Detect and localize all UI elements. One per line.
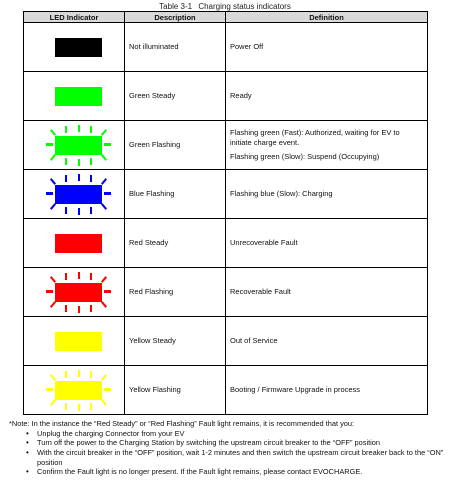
led-indicator-cell: [24, 366, 125, 415]
table-caption: [0, 2, 450, 11]
flash-ray-icon: [101, 154, 107, 161]
definition-cell: [226, 268, 428, 317]
led-indicator-cell: [24, 170, 125, 219]
flash-ray-icon: [65, 403, 67, 410]
header-definition: Definition: [226, 12, 428, 23]
led-steady-icon: [55, 38, 102, 57]
definition-text: Power Off: [230, 42, 264, 52]
flash-ray-icon: [78, 306, 80, 313]
definition-text: Flashing green (Fast): Authorized, waiting for EV to initiate charge event.: [230, 128, 400, 147]
flash-ray-icon: [65, 371, 67, 378]
table-title: Charging status indicators: [198, 2, 291, 11]
description-cell: Blue Flashing: [125, 170, 226, 219]
led-indicator-cell: [24, 72, 125, 121]
flash-ray-icon: [90, 403, 92, 410]
charging-status-table: [23, 11, 428, 415]
flash-ray-icon: [90, 371, 92, 378]
table-row: [24, 219, 428, 268]
header-led-indicator: LED Indicator: [24, 12, 125, 23]
description-cell: Red Flashing: [125, 268, 226, 317]
flash-ray-icon: [101, 301, 107, 308]
note-item: • Turn off the power to the Charging Station by switching the upstream circuit breaker to the “OFF” position: [26, 438, 445, 448]
definition-cell: [226, 317, 428, 366]
flash-ray-icon: [90, 273, 92, 280]
flash-ray-icon: [65, 305, 67, 312]
flash-ray-icon: [78, 272, 80, 279]
flash-ray-icon: [104, 143, 111, 146]
led-flashing-icon: [55, 381, 102, 400]
definition-text: Booting / Firmware Upgrade in process: [230, 385, 361, 395]
table-row: [24, 170, 428, 219]
definition-cell: [226, 72, 428, 121]
flash-ray-icon: [90, 175, 92, 182]
flash-ray-icon: [65, 207, 67, 214]
table-row: [24, 268, 428, 317]
flash-ray-icon: [101, 178, 107, 185]
led-indicator-cell: [24, 268, 125, 317]
description-cell: Not illuminated: [125, 23, 226, 72]
led-indicator-cell: [24, 121, 125, 170]
flash-ray-icon: [50, 374, 56, 381]
definition-text: Out of Service: [230, 336, 278, 346]
flash-ray-icon: [90, 126, 92, 133]
flash-ray-icon: [101, 129, 107, 136]
flash-ray-icon: [78, 125, 80, 132]
led-flashing-icon: [55, 136, 102, 155]
flash-ray-icon: [65, 175, 67, 182]
definition-cell: [226, 366, 428, 415]
description-cell: Yellow Flashing: [125, 366, 226, 415]
definition-text: Unrecoverable Fault: [230, 238, 298, 248]
table-row: [24, 72, 428, 121]
header-row: [24, 12, 428, 23]
description-cell: Red Steady: [125, 219, 226, 268]
flash-ray-icon: [50, 399, 56, 406]
note-item: • With the circuit breaker in the “OFF” position, wait 1-2 minutes and then switch the upstream circuit breaker back to the “ON” position: [26, 448, 445, 467]
note-item: • Unplug the charging Connector from your EV: [26, 429, 445, 439]
table-row: [24, 317, 428, 366]
table-number: Table 3-1: [159, 2, 193, 11]
flash-ray-icon: [50, 276, 56, 283]
header-description: Description: [125, 12, 226, 23]
note-item: • Confirm the Fault light is no longer present. If the Fault light remains, please contact EVOCHARGE.: [26, 467, 445, 477]
led-steady-icon: [55, 234, 102, 253]
flash-ray-icon: [78, 159, 80, 166]
flash-ray-icon: [90, 305, 92, 312]
description-cell: Green Flashing: [125, 121, 226, 170]
flash-ray-icon: [101, 203, 107, 210]
flash-ray-icon: [104, 388, 111, 391]
note-section: [9, 419, 445, 477]
led-steady-icon: [55, 332, 102, 351]
led-flashing-icon: [55, 185, 102, 204]
led-indicator-cell: [24, 219, 125, 268]
flash-ray-icon: [101, 276, 107, 283]
flash-ray-icon: [50, 129, 56, 136]
flash-ray-icon: [65, 158, 67, 165]
led-flashing-icon: [55, 283, 102, 302]
flash-ray-icon: [78, 404, 80, 411]
led-indicator-cell: [24, 23, 125, 72]
flash-ray-icon: [78, 174, 80, 181]
table-row: [24, 366, 428, 415]
flash-ray-icon: [104, 192, 111, 195]
flash-ray-icon: [90, 158, 92, 165]
description-cell: Yellow Steady: [125, 317, 226, 366]
flash-ray-icon: [65, 126, 67, 133]
flash-ray-icon: [46, 143, 53, 146]
flash-ray-icon: [46, 192, 53, 195]
led-indicator-cell: [24, 317, 125, 366]
definition-text: Flashing blue (Slow): Charging: [230, 189, 333, 199]
note-intro: *Note: In the instance the “Red Steady” or “Red Flashing” Fault light remains, it is recommended that you:: [9, 419, 355, 428]
definition-text: Flashing green (Slow): Suspend (Occupying): [230, 152, 380, 162]
table-row: [24, 23, 428, 72]
flash-ray-icon: [78, 208, 80, 215]
flash-ray-icon: [104, 290, 111, 293]
flash-ray-icon: [101, 374, 107, 381]
flash-ray-icon: [50, 178, 56, 185]
note-list: [9, 429, 445, 477]
definition-cell: [226, 121, 428, 170]
flash-ray-icon: [46, 388, 53, 391]
definition-cell: [226, 23, 428, 72]
flash-ray-icon: [50, 301, 56, 308]
flash-ray-icon: [78, 370, 80, 377]
table-row: [24, 121, 428, 170]
flash-ray-icon: [46, 290, 53, 293]
flash-ray-icon: [50, 154, 56, 161]
definition-text: Ready: [230, 91, 252, 101]
flash-ray-icon: [90, 207, 92, 214]
flash-ray-icon: [65, 273, 67, 280]
description-cell: Green Steady: [125, 72, 226, 121]
flash-ray-icon: [101, 399, 107, 406]
definition-text: Recoverable Fault: [230, 287, 291, 297]
definition-cell: [226, 219, 428, 268]
definition-cell: [226, 170, 428, 219]
led-steady-icon: [55, 87, 102, 106]
flash-ray-icon: [50, 203, 56, 210]
